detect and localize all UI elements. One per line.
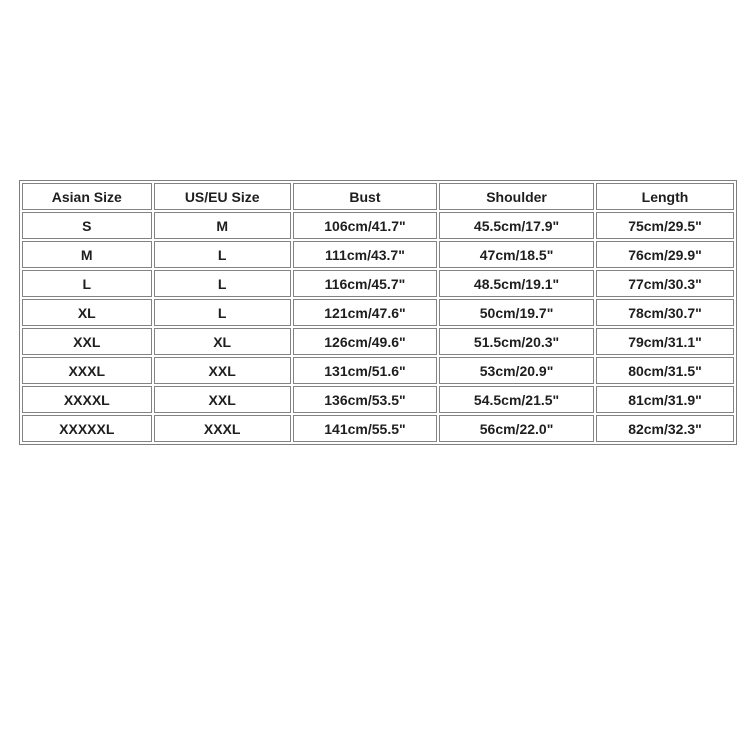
- cell-length: 75cm/29.5": [596, 212, 734, 239]
- table-row: [22, 386, 734, 413]
- cell-us-eu-size: L: [154, 299, 291, 326]
- cell-length: 78cm/30.7": [596, 299, 734, 326]
- cell-bust: 121cm/47.6": [293, 299, 437, 326]
- cell-length: 77cm/30.3": [596, 270, 734, 297]
- col-header-us-eu-size: US/EU Size: [154, 183, 291, 210]
- cell-shoulder: 54.5cm/21.5": [439, 386, 594, 413]
- cell-asian-size: XXXXXL: [22, 415, 152, 442]
- table-row: [22, 270, 734, 297]
- col-header-bust: Bust: [293, 183, 437, 210]
- cell-asian-size: L: [22, 270, 152, 297]
- cell-shoulder: 53cm/20.9": [439, 357, 594, 384]
- cell-bust: 116cm/45.7": [293, 270, 437, 297]
- col-header-length: Length: [596, 183, 734, 210]
- cell-us-eu-size: L: [154, 241, 291, 268]
- cell-shoulder: 56cm/22.0": [439, 415, 594, 442]
- cell-us-eu-size: XXL: [154, 386, 291, 413]
- table-row: [22, 241, 734, 268]
- cell-shoulder: 48.5cm/19.1": [439, 270, 594, 297]
- cell-bust: 141cm/55.5": [293, 415, 437, 442]
- cell-bust: 126cm/49.6": [293, 328, 437, 355]
- cell-bust: 111cm/43.7": [293, 241, 437, 268]
- table-row: [22, 299, 734, 326]
- table-row: [22, 212, 734, 239]
- table-row: [22, 357, 734, 384]
- cell-bust: 106cm/41.7": [293, 212, 437, 239]
- cell-length: 76cm/29.9": [596, 241, 734, 268]
- size-chart-container: [19, 180, 737, 445]
- cell-asian-size: M: [22, 241, 152, 268]
- cell-shoulder: 47cm/18.5": [439, 241, 594, 268]
- cell-us-eu-size: M: [154, 212, 291, 239]
- header-row: [22, 183, 734, 210]
- cell-us-eu-size: L: [154, 270, 291, 297]
- col-header-asian-size: Asian Size: [22, 183, 152, 210]
- cell-shoulder: 45.5cm/17.9": [439, 212, 594, 239]
- cell-asian-size: XXL: [22, 328, 152, 355]
- table-row: [22, 328, 734, 355]
- cell-us-eu-size: XL: [154, 328, 291, 355]
- cell-shoulder: 50cm/19.7": [439, 299, 594, 326]
- cell-bust: 136cm/53.5": [293, 386, 437, 413]
- cell-asian-size: XXXXL: [22, 386, 152, 413]
- cell-us-eu-size: XXL: [154, 357, 291, 384]
- size-chart-table: [19, 180, 737, 445]
- cell-asian-size: XXXL: [22, 357, 152, 384]
- cell-asian-size: S: [22, 212, 152, 239]
- cell-us-eu-size: XXXL: [154, 415, 291, 442]
- cell-length: 82cm/32.3": [596, 415, 734, 442]
- table-row: [22, 415, 734, 442]
- cell-bust: 131cm/51.6": [293, 357, 437, 384]
- col-header-shoulder: Shoulder: [439, 183, 594, 210]
- cell-asian-size: XL: [22, 299, 152, 326]
- cell-shoulder: 51.5cm/20.3": [439, 328, 594, 355]
- cell-length: 79cm/31.1": [596, 328, 734, 355]
- cell-length: 80cm/31.5": [596, 357, 734, 384]
- cell-length: 81cm/31.9": [596, 386, 734, 413]
